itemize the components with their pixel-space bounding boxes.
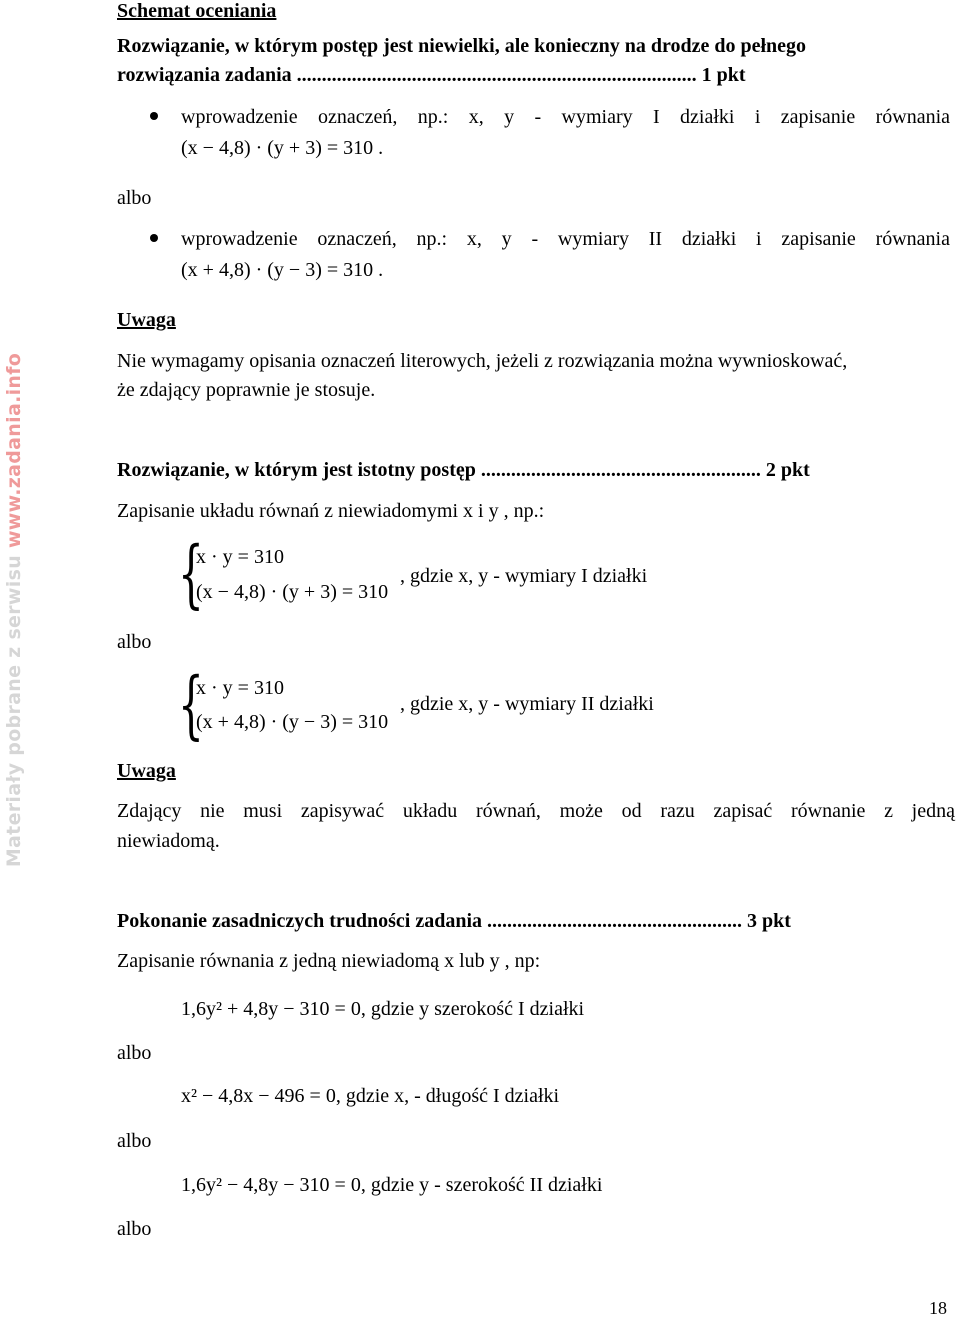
level2-intro: Zapisanie układu równań z niewiadomymi x i y , np.:	[117, 500, 545, 522]
level3-equation1: 1,6y² + 4,8y − 310 = 0, gdzie y szerokość I działki	[181, 998, 585, 1020]
level2-albo: albo	[117, 631, 152, 653]
bullet-icon	[150, 112, 158, 120]
level3-albo3: albo	[117, 1218, 152, 1240]
system1-equation2: (x − 4,8) · (y + 3) = 310	[196, 581, 389, 603]
level2-title: Rozwiązanie, w którym jest istotny postęp ........................................................ 2 pkt	[117, 459, 810, 481]
level2-uwaga-label: Uwaga	[117, 760, 176, 782]
system1-note: , gdzie x, y - wymiary I działki	[400, 565, 648, 587]
level1-albo: albo	[117, 187, 152, 209]
level1-uwaga-line1: Nie wymagamy opisania oznaczeń literowych, jeżeli z rozwiązania można wywnioskować,	[117, 350, 848, 372]
system2-equation2: (x + 4,8) · (y − 3) = 310	[196, 711, 389, 733]
level3-albo2: albo	[117, 1130, 152, 1152]
system1-equation1: x · y = 310	[196, 546, 284, 568]
level1-bullet2-text: wprowadzenie oznaczeń, np.: x, y - wymiary II działki i zapisanie równania	[181, 228, 950, 250]
system2-note: , gdzie x, y - wymiary II działki	[400, 693, 654, 715]
level1-bullet2-equation: (x + 4,8) · (y − 3) = 310 .	[181, 259, 384, 281]
level3-albo1: albo	[117, 1042, 152, 1064]
brace-icon: {	[178, 662, 204, 748]
level1-uwaga-label: Uwaga	[117, 309, 176, 331]
level1-title-line1: Rozwiązanie, w którym postęp jest niewielki, ale konieczny na drodze do pełnego	[117, 35, 807, 57]
brace-icon: {	[178, 531, 204, 617]
level1-bullet1-text: wprowadzenie oznaczeń, np.: x, y - wymiary I działki i zapisanie równania	[181, 106, 950, 128]
level2-uwaga-line2: niewiadomą.	[117, 830, 220, 852]
watermark	[0, 0, 30, 1319]
level2-uwaga-line1: Zdający nie musi zapisywać układu równań, może od razu zapisać równanie z jedną	[117, 800, 955, 822]
level1-title-line2: rozwiązania zadania ................................................................................ 1 pkt	[117, 64, 746, 86]
level3-equation3: 1,6y² − 4,8y − 310 = 0, gdzie y - szerokość II działki	[181, 1174, 603, 1196]
section-heading: Schemat oceniania	[117, 0, 277, 22]
watermark-link[interactable]: www.zadania.info	[3, 352, 25, 549]
bullet-icon	[150, 234, 158, 242]
level3-title: Pokonanie zasadniczych trudności zadania ................................................... 3 pkt	[117, 910, 791, 932]
level3-equation2: x² − 4,8x − 496 = 0, gdzie x, - długość I działki	[181, 1085, 560, 1107]
level3-intro: Zapisanie równania z jedną niewiadomą x lub y , np:	[117, 950, 541, 972]
page-number: 18	[929, 1298, 947, 1318]
system2-equation1: x · y = 310	[196, 677, 284, 699]
watermark-text: Materiały pobrane z serwisu www.zadania.info	[3, 352, 25, 868]
level1-bullet1-equation: (x − 4,8) · (y + 3) = 310 .	[181, 137, 384, 159]
level1-uwaga-line2: że zdający poprawnie je stosuje.	[117, 379, 376, 401]
